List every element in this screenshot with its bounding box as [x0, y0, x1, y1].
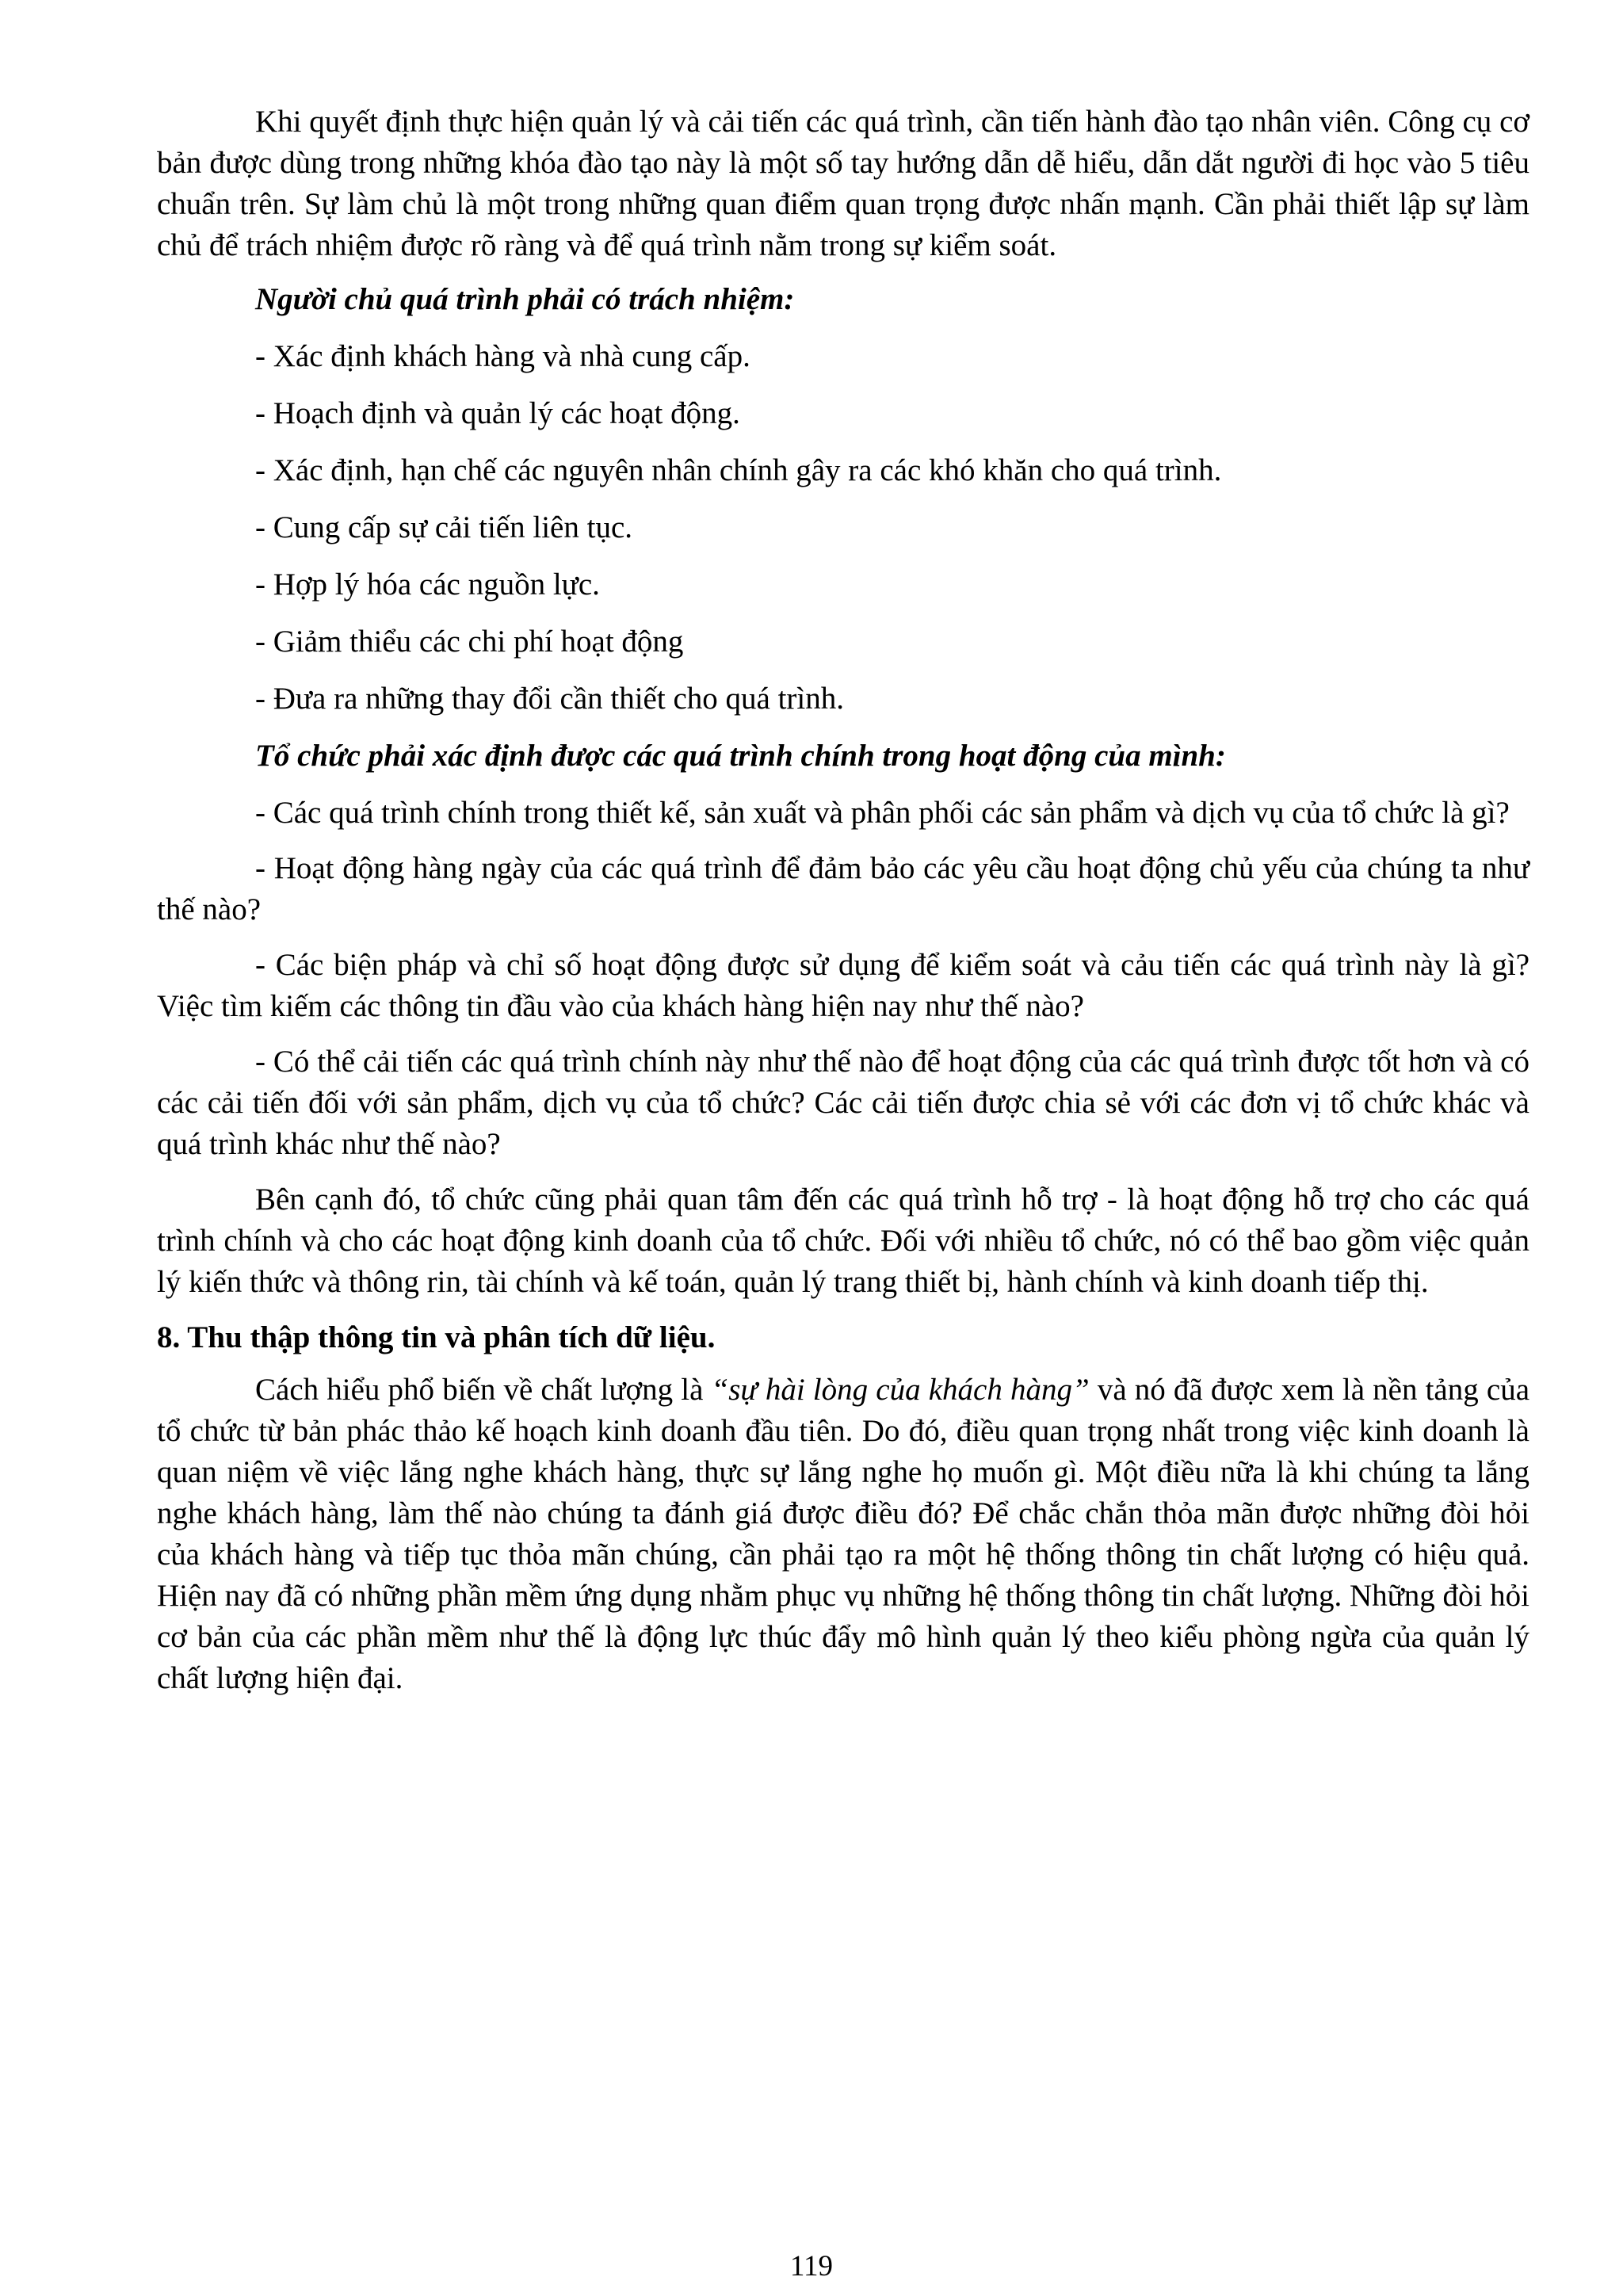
- list-item: - Giảm thiểu các chi phí hoạt động: [255, 625, 684, 659]
- list-item: - Xác định, hạn chế các nguyên nhân chính gây ra các khó khăn cho quá trình.: [255, 453, 1222, 487]
- section-heading: 8. Thu thập thông tin và phân tích dữ liệu.: [157, 1320, 716, 1354]
- list-item: - Cung cấp sự cải tiến liên tục.: [255, 510, 632, 544]
- list-item: - Xác định khách hàng và nhà cung cấp.: [255, 339, 750, 373]
- list-item: - Hoạch định và quản lý các hoạt động.: [255, 396, 740, 430]
- intro-paragraph: Khi quyết định thực hiện quản lý và cải tiến các quá trình, cần tiến hành đào tạo nhân viên. Công cụ cơ bản được dùng trong những khóa đào tạo này là một số tay hướng dẫn dễ hiểu, dẫn dắt người đi học vào 5 tiêu chuẩn trên. Sự làm chủ là một trong những quan điểm quan trọng được nhấn mạnh. Cần phải thiết lập sự làm chủ để trách nhiệm được rõ ràng và để quá trình nằm trong sự kiểm soát.: [157, 105, 1529, 262]
- owner-responsibility-heading: Người chủ quá trình phải có trách nhiệm:: [255, 282, 795, 316]
- paragraph-text: và nó đã được xem là nền tảng của tổ chức từ bản phác thảo kế hoạch kinh doanh đầu tiên. Do đó, điều quan trọng nhất trong việc kinh doanh là quan niệm về việc lắng nghe khách hàng, thực sự lắng nghe họ muốn gì. Một điều nữa là khi chúng ta lắng nghe khách hàng, làm thế nào chúng ta đánh giá được điều đó? Để chắc chắn thỏa mãn được những đòi hỏi của khách hàng và tiếp tục thỏa mãn chúng, cần phải tạo ra một hệ thống thông tin chất lượng có hiệu quả. Hiện nay đã có những phần mềm ứng dụng nhằm phục vụ những hệ thống thông tin chất lượng. Những đòi hỏi cơ bản của các phần mềm như thế là động lực thúc đẩy mô hình quản lý theo kiểu phòng ngừa của quản lý chất lượng hiện đại.: [157, 1373, 1529, 1695]
- section-paragraph: [157, 1370, 1529, 1699]
- list-item: - Hợp lý hóa các nguồn lực.: [255, 567, 600, 602]
- page-number: 119: [789, 2250, 834, 2283]
- question-paragraph: - Hoạt động hàng ngày của các quá trình để đảm bảo các yêu cầu hoạt động chủ yếu của chúng ta như thế nào?: [157, 851, 1529, 926]
- question-paragraph: - Các biện pháp và chỉ số hoạt động được sử dụng để kiểm soát và cảu tiến các quá trình này là gì? Việc tìm kiếm các thông tin đầu vào của khách hàng hiện nay như thế nào?: [157, 948, 1529, 1023]
- document-page: [157, 101, 1529, 1699]
- list-item: - Đưa ra những thay đổi cần thiết cho quá trình.: [255, 682, 844, 716]
- quoted-phrase: “sự hài lòng của khách hàng”: [711, 1373, 1090, 1407]
- question-paragraph: - Các quá trình chính trong thiết kế, sản xuất và phân phối các sản phẩm và dịch vụ của tổ chức là gì?: [255, 796, 1510, 830]
- main-processes-heading: Tổ chức phải xác định được các quá trình chính trong hoạt động của mình:: [255, 739, 1226, 773]
- support-processes-paragraph: Bên cạnh đó, tổ chức cũng phải quan tâm đến các quá trình hỗ trợ - là hoạt động hỗ trợ cho các quá trình chính và cho các hoạt động kinh doanh của tổ chức. Đối với nhiều tổ chức, nó có thể bao gồm việc quản lý kiến thức và thông rin, tài chính và kế toán, quản lý trang thiết bị, hành chính và kinh doanh tiếp thị.: [157, 1182, 1529, 1299]
- question-paragraph: - Có thể cải tiến các quá trình chính này như thế nào để hoạt động của các quá trình được tốt hơn và có các cải tiến đối với sản phẩm, dịch vụ của tổ chức? Các cải tiến được chia sẻ với các đơn vị tổ chức khác và quá trình khác như thế nào?: [157, 1045, 1529, 1161]
- owner-responsibility-list: [157, 336, 1529, 720]
- paragraph-text: Cách hiểu phổ biến về chất lượng là: [255, 1373, 712, 1407]
